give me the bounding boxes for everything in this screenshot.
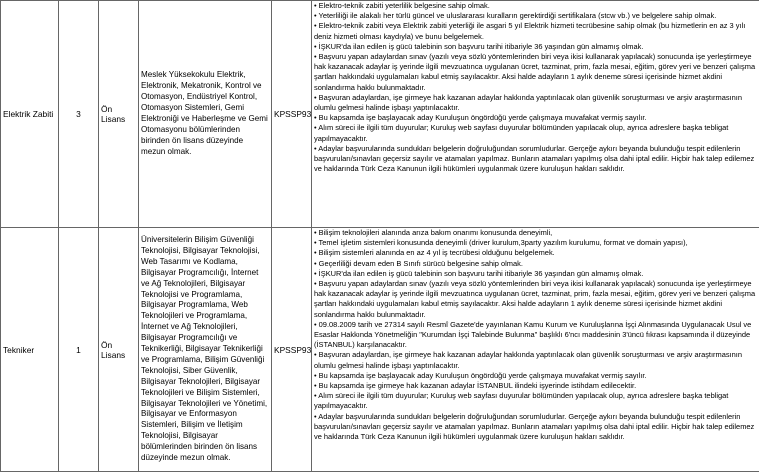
required-departments: Üniversitelerin Bilişim Güvenliği Teknolojisi, Bilgisayar Teknolojisi, Web Tasarımı ve Kodlama, Bilgisayar Programcılığı, İnternet ve Ağ Teknolojileri, Bilgisayar Teknolojisi ve Programlama, Bilgisayar Programlama, Web Teknolojileri ve Programlama, İnternet ve Ağ Teknolojileri, Bilgisayar Programcılığı ve Teknikerliği, Bilgisayar Teknikerliği ve Programlama, Bilişim Güvenliği Teknolojisi, Siber Güvenlik, Bilgisayar Teknolojileri, Bilgisayar Teknolojileri ve Bilişim Sistemleri, Bilgisayar Teknolojileri ve Yönetimi, Bilgisayar ve Enformasyon Sistemleri, Bilişim ve İletişim Teknolojisi, Bilgisayar bölümlerinden birinden ön lisans düzeyinde mezun olmak. (139, 228, 272, 472)
requirement-item: • Adaylar başvurularında sundukları belgelerin doğruluğundan sorumludurlar. Gerçeğe aykırı beyanda bulunduğu tespit edilenlerin başvuruları/sınavları geçersiz sayılır ve atamaları yapılmaz. Bunların atamaları yapılmış olsa dahi iptal edilir. Hiçbir hak talep edilemez ve haklarında Türk Ceza Kanunun ilgili hükümleri uygulanmak üzere kuruluşun hakları saklıdır. (314, 143, 755, 174)
table-row (1, 228, 759, 472)
requirement-item: • Başvuran adaylardan, işe girmeye hak kazanan adaylar hakkında yaptırılacak olan güvenlik soruşturması ve arşiv araştırmasının olumlu gelmesi halinde işbaşı yaptırılacaktır. (314, 350, 742, 370)
requirement-item: • İŞKUR'da ilan edilen iş gücü talebinin son başvuru tarihi itibariyle 36 yaşından gün almamış olmak. (314, 41, 644, 51)
requirement-item: • Elektro-teknik zabiti veya Elektrik zabiti yeterliği ile asgari 5 yıl Elektrik hizmeti tecrübesine sahip olmak (bu hizmetlerin en az 3 yılı deniz hizmeti olması kaydıyla) ve bunu belgelemek. (314, 21, 746, 41)
position-count: 3 (59, 1, 99, 228)
requirement-item: • Yeterliliği ile alakalı her türlü güncel ve uluslararası kuralların gerektirdiği sertifikalara (stcw vb.) ve belgelere sahip olmak. (314, 11, 717, 21)
requirement-item: • Geçerliliği devam eden B Sınıfı sürücü belgesine sahip olmak. (314, 258, 523, 268)
requirement-item: • İŞKUR'da ilan edilen iş gücü talebinin son başvuru tarihi itibariyle 36 yaşından gün almamış olmak. (314, 268, 644, 278)
position-title: Tekniker (1, 228, 59, 472)
position-title: Elektrik Zabiti (1, 1, 59, 228)
requirement-item: • Başvuran adaylardan, işe girmeye hak kazanan adaylar hakkında yaptırılacak olan güvenlik soruşturması ve arşiv araştırmasının olumlu gelmesi halinde işbaşı yaptırılacaktır. (314, 92, 742, 113)
requirement-item: • Bu kapsamda işe başlayacak aday Kuruluşun öngördüğü yerde çalışmaya muvafakat vermiş sayılır. (314, 113, 647, 123)
requirement-item: • Bu kapsamda işe girmeye hak kazanan adaylar İSTANBUL ilindeki işyerinde istihdam edilecektir. (314, 381, 637, 391)
required-departments: Meslek Yüksekokulu Elektrik, Elektronik, Mekatronik, Kontrol ve Otomasyon, Endüstriyel Kontrol, Otomasyon Sistemleri, Gemi Elektroniği ve Haberleşme ve Gemi Otomasyonu bölümlerinden birinden ön lisans düzeyinde mezun olmak. (139, 1, 272, 228)
requirement-item: • Bu kapsamda işe başlayacak aday Kuruluşun öngördüğü yerde çalışmaya muvafakat vermiş sayılır. (314, 370, 647, 380)
exam-score-type: KPSSP93 (272, 228, 312, 472)
requirement-item: • Alım süreci ile ilgili tüm duyurular; Kuruluş web sayfası duyurular bölümünden yapılacak olup, ayrıca adreslere başka tebligat yapılmayacaktır. (314, 123, 729, 143)
education-level: Ön Lisans (99, 228, 139, 472)
requirement-item: • Bilişim sistemleri alanında en az 4 yıl iş tecrübesi olduğunu belgelemek. (314, 248, 555, 258)
requirement-item: • Temel işletim sistemleri konusunda deneyimli (driver kurulum,3party yazılım kurulumu, format ve domain yapısı), (314, 238, 688, 248)
requirement-item: • Başvuru yapan adaylardan sınav (yazılı veya sözlü yöntemlerinden biri veya ikisi kullanarak yapılacak) sonucunda işe yerleştirmeye hak kazanacak adaylar iş yerinde ilgili mevzuatınca uygulanan ücret, tazminat, prim, fazla mesai, eğitim, görev yeri ve benzeri çalışma şartları hakkındaki uygulamaları kabul etmiş sayılacaktır. Aksi halde adayların 1 aylık deneme süresi içerisinde hizmet akdini sonlandırma hakkı bulunmaktadır. (314, 52, 756, 92)
requirement-item: • 09.08.2009 tarih ve 27314 sayılı Resmî Gazete'de yayınlanan Kamu Kurum ve Kuruluşlarına İşçi Alınmasında Uygulanacak Usul ve Esaslar Hakkında Yönetmeliğin "Kurumdan İşçi Talebinde Bulunma" başlıklı 6'ncı maddesinin 3'üncü fıkrası kapsamında il düzeyinde (İSTANBUL) karşılanacaktır. (314, 319, 752, 350)
requirements-list (312, 1, 759, 228)
requirement-item: • Elektro-teknik zabiti yeterlilik belgesine sahip olmak. (314, 1, 490, 10)
requirements-list (312, 228, 759, 472)
table-row (1, 1, 759, 228)
position-count: 1 (59, 228, 99, 472)
requirement-item: • Alım süreci ile ilgili tüm duyurular; Kuruluş web sayfası duyurular bölümünden yapılacak olup, ayrıca adreslere başka tebligat yapılmayacaktır. (314, 391, 729, 411)
exam-score-type: KPSSP93 (272, 1, 312, 228)
requirement-item: • Başvuru yapan adaylardan sınav (yazılı veya sözlü yöntemlerinden biri veya ikisi kullanarak yapılacak) sonucunda işe yerleştirmeye hak kazanacak adaylar iş yerinde ilgili mevzuatınca uygulanan ücret, tazminat, prim, fazla mesai, eğitim, görev yeri ve benzeri çalışma şartları hakkındaki uygulamaları kabul etmiş sayılacaktır. Aksi halde adayların 1 aylık deneme süresi içerisinde hizmet akdini sonlandırma hakkı bulunmaktadır. (314, 279, 756, 319)
requirement-item: • Bilişim teknolojileri alanında arıza bakım onarımı konusunda deneyimli, (314, 228, 553, 237)
requirement-item: • Adaylar başvurularında sundukları belgelerin doğruluğundan sorumludurlar. Gerçeğe aykırı beyanda bulunduğu tespit edilenlerin başvuruları/sınavları geçersiz sayılır ve atamaları yapılmaz. Bunların atamaları yapılmış olsa dahi iptal edilir. Hiçbir hak talep edilemez ve haklarında Türk Ceza Kanunun ilgili hükümleri uygulanmak üzere kuruluşun hakları saklıdır. (314, 411, 755, 442)
education-level: Ön Lisans (99, 1, 139, 228)
